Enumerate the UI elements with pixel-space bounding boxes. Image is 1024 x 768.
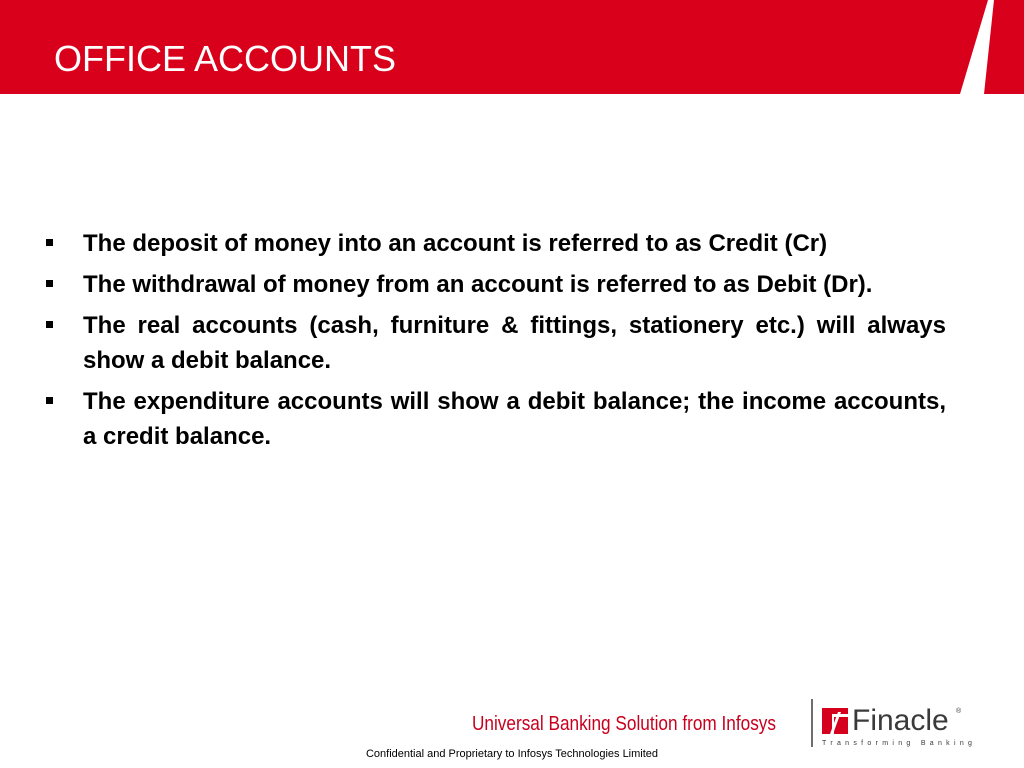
square-bullet-icon [46, 239, 53, 246]
footer-divider [811, 699, 813, 747]
bullet-item [46, 267, 946, 302]
square-bullet-icon [46, 280, 53, 287]
logo-wordmark: Finacle [852, 704, 949, 737]
logo-tagline: Transforming Banking [822, 740, 977, 747]
confidential-notice: Confidential and Proprietary to Infosys Technologies Limited [365, 748, 659, 760]
finacle-logo-icon [822, 708, 848, 734]
bullet-text: The withdrawal of money from an account is referred to as Debit (Dr). [83, 271, 873, 298]
bullet-text: The expenditure accounts will show a debit balance; the income accounts, a credit balance. [83, 388, 946, 450]
finacle-logo [822, 704, 977, 752]
bullet-item [46, 226, 946, 261]
slide-title: OFFICE ACCOUNTS [54, 38, 397, 79]
square-bullet-icon [46, 321, 53, 328]
bullet-text: The real accounts (cash, furniture & fittings, stationery etc.) will always show a debit balance. [83, 312, 946, 374]
bullet-list [46, 226, 946, 460]
bullet-item [46, 308, 946, 378]
footer-tagline: Universal Banking Solution from Infosys [472, 713, 777, 735]
logo-registered-mark: ® [956, 708, 962, 715]
bullet-text: The deposit of money into an account is referred to as Credit (Cr) [83, 230, 828, 257]
square-bullet-icon [46, 397, 53, 404]
bullet-item [46, 384, 946, 454]
